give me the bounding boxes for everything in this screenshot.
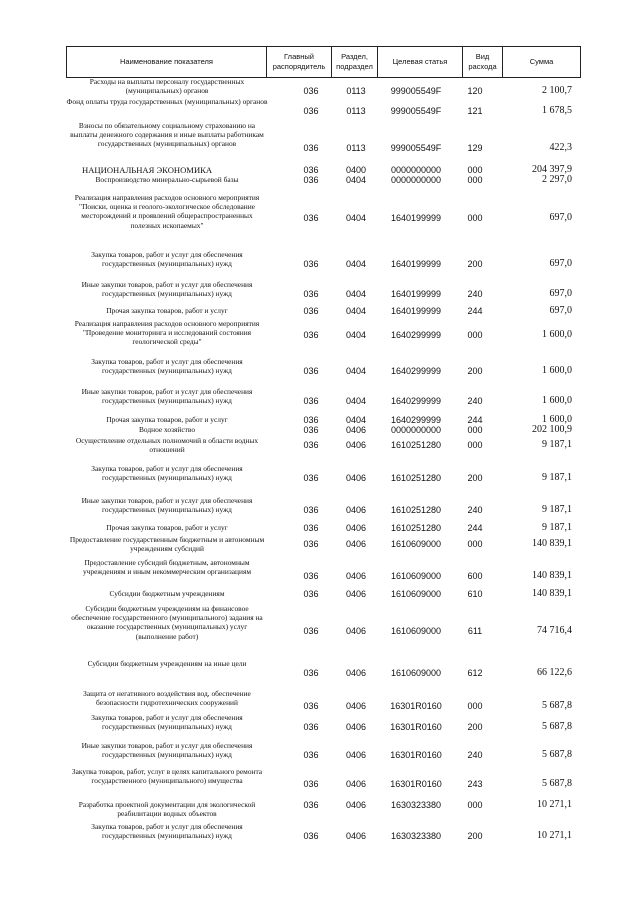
row-razdel: 0406: [345, 473, 367, 483]
row-razdel: 0406: [345, 831, 367, 841]
row-name: Прочая закупка товаров, работ и услуг: [106, 306, 228, 315]
row-vr: 240: [467, 396, 483, 406]
header-vr: Вид расхода: [463, 47, 503, 78]
row-sum: 1 600,0: [542, 414, 572, 425]
row-sum: 2 100,7: [542, 85, 572, 96]
row-cs: 0000000000: [390, 425, 442, 435]
row-name: Прочая закупка товаров, работ и услуг: [106, 523, 228, 532]
row-razdel: 0406: [345, 440, 367, 450]
row-razdel: 0406: [345, 505, 367, 515]
row-cs: 1610609000: [390, 668, 442, 678]
row-grbs: 036: [303, 505, 319, 515]
header-razdel: Раздел, подраздел: [332, 47, 378, 78]
row-sum: 140 839,1: [532, 588, 572, 599]
row-razdel: 0406: [345, 668, 367, 678]
row-cs: 0000000000: [390, 165, 442, 175]
row-name: Реализация направления расходов основного мероприятия "Проведение мониторинга и исследований состояния геологической среды": [74, 319, 260, 347]
row-vr: 200: [467, 259, 483, 269]
row-grbs: 036: [303, 523, 319, 533]
row-cs: 1610609000: [390, 571, 442, 581]
row-cs: 0000000000: [390, 175, 442, 185]
row-cs: 999005549F: [390, 143, 442, 153]
row-grbs: 036: [303, 473, 319, 483]
row-grbs: 036: [303, 722, 319, 732]
row-name: Разработка проектной документации для экологической реабилитации водных объектов: [78, 800, 256, 819]
row-vr: 600: [467, 571, 483, 581]
row-cs: 1610251280: [390, 523, 442, 533]
row-cs: 1630323380: [390, 831, 442, 841]
row-sum: 5 687,8: [542, 700, 572, 711]
row-razdel: 0406: [345, 523, 367, 533]
row-name: Закупка товаров, работ и услуг для обеспечения государственных (муниципальных) нужд: [91, 464, 243, 483]
row-cs: 1610251280: [390, 440, 442, 450]
row-cs: 1610251280: [390, 473, 442, 483]
row-vr: 121: [467, 106, 483, 116]
header-name: Наименование показателя: [67, 47, 267, 78]
row-vr: 200: [467, 722, 483, 732]
row-vr: 610: [467, 589, 483, 599]
row-razdel: 0113: [346, 106, 366, 116]
row-name: Иные закупки товаров, работ и услуг для обеспечения государственных (муниципальных) нужд: [81, 280, 253, 299]
row-razdel: 0406: [345, 800, 367, 810]
table-header: [66, 46, 581, 78]
row-razdel: 0404: [345, 396, 367, 406]
row-grbs: 036: [303, 750, 319, 760]
row-name: Закупка товаров, работ и услуг для обеспечения государственных (муниципальных) нужд: [91, 822, 243, 841]
row-sum: 697,0: [549, 212, 572, 223]
row-razdel: 0404: [345, 175, 367, 185]
row-name: Защита от негативного воздействия вод, обеспечение безопасности гидротехнических сооружений: [83, 689, 251, 708]
row-vr: 000: [467, 539, 483, 549]
row-name: Иные закупки товаров, работ и услуг для обеспечения государственных (муниципальных) нужд: [81, 387, 253, 406]
row-cs: 16301R0160: [390, 750, 442, 760]
row-sum: 74 716,4: [537, 625, 572, 636]
row-grbs: 036: [303, 571, 319, 581]
row-razdel: 0406: [345, 571, 367, 581]
row-razdel: 0406: [345, 425, 367, 435]
row-grbs: 036: [303, 800, 319, 810]
row-name: Иные закупки товаров, работ и услуг для обеспечения государственных (муниципальных) нужд: [81, 496, 253, 515]
row-name: Водное хозяйство: [138, 425, 196, 434]
row-grbs: 036: [303, 366, 319, 376]
row-grbs: 036: [303, 175, 319, 185]
row-vr: 244: [467, 306, 483, 316]
row-sum: 204 397,9: [532, 164, 572, 175]
row-name: Иные закупки товаров, работ и услуг для обеспечения государственных (муниципальных) нужд: [81, 741, 253, 760]
row-cs: 1610251280: [390, 505, 442, 515]
row-razdel: 0404: [345, 289, 367, 299]
row-grbs: 036: [303, 106, 319, 116]
row-sum: 66 122,6: [537, 667, 572, 678]
row-sum: 1 600,0: [542, 329, 572, 340]
row-grbs: 036: [303, 289, 319, 299]
row-sum: 140 839,1: [532, 570, 572, 581]
row-vr: 612: [467, 668, 483, 678]
row-name: Предоставление государственным бюджетным и автономным учреждениям субсидий: [69, 535, 265, 554]
header-cs: Целевая статья: [378, 47, 463, 78]
row-cs: 1640299999: [390, 330, 442, 340]
row-sum: 9 187,1: [542, 504, 572, 515]
row-sum: 9 187,1: [542, 522, 572, 533]
row-grbs: 036: [303, 86, 319, 96]
row-sum: 1 678,5: [542, 105, 572, 116]
row-vr: 000: [467, 440, 483, 450]
row-name: Предоставление субсидий бюджетным, автономным учреждениям и иным некоммерческим организациям: [82, 558, 252, 577]
row-razdel: 0404: [345, 330, 367, 340]
row-cs: 1640199999: [390, 213, 442, 223]
row-grbs: 036: [303, 779, 319, 789]
row-cs: 1640199999: [390, 289, 442, 299]
row-grbs: 036: [303, 626, 319, 636]
row-cs: 1640299999: [390, 415, 442, 425]
row-cs: 1640299999: [390, 396, 442, 406]
row-razdel: 0113: [346, 86, 366, 96]
row-cs: 999005549F: [390, 106, 442, 116]
row-vr: 240: [467, 750, 483, 760]
row-name: Воспроизводство минерально-сырьевой базы: [95, 175, 239, 184]
row-cs: 16301R0160: [390, 722, 442, 732]
row-razdel: 0400: [345, 165, 367, 175]
row-name: Субсидии бюджетным учреждениям на иные цели: [87, 659, 247, 668]
row-name: Прочая закупка товаров, работ и услуг: [106, 415, 228, 424]
row-cs: 1640199999: [390, 259, 442, 269]
header-grbs: Главный распорядитель: [267, 47, 332, 78]
row-cs: 1640199999: [390, 306, 442, 316]
row-grbs: 036: [303, 440, 319, 450]
row-sum: 1 600,0: [542, 395, 572, 406]
row-vr: 244: [467, 415, 483, 425]
row-sum: 202 100,9: [532, 424, 572, 435]
row-vr: 120: [467, 86, 483, 96]
row-cs: 1640299999: [390, 366, 442, 376]
row-sum: 10 271,1: [537, 830, 572, 841]
row-vr: 000: [467, 800, 483, 810]
row-vr: 000: [467, 701, 483, 711]
row-name: Фонд оплаты труда государственных (муниципальных) органов: [66, 97, 268, 106]
row-grbs: 036: [303, 415, 319, 425]
row-name: Субсидии бюджетным учреждениям на финансовое обеспечение государственного (муниципального) задания на оказание государственных (муниципальных) услуг (выполнение работ): [71, 604, 263, 641]
row-name: НАЦИОНАЛЬНАЯ ЭКОНОМИКА: [82, 165, 213, 175]
row-grbs: 036: [303, 831, 319, 841]
row-name: Закупка товаров, работ и услуг для обеспечения государственных (муниципальных) нужд: [91, 250, 243, 269]
row-name: Реализация направления расходов основного мероприятия "Поиски, оценка и геолого-экологическое обследование месторождений и проявлений общераспространенных полезных ископаемых": [74, 193, 260, 230]
row-sum: 697,0: [549, 258, 572, 269]
row-grbs: 036: [303, 589, 319, 599]
row-razdel: 0406: [345, 539, 367, 549]
row-cs: 1610609000: [390, 626, 442, 636]
row-razdel: 0406: [345, 626, 367, 636]
row-sum: 9 187,1: [542, 439, 572, 450]
row-grbs: 036: [303, 396, 319, 406]
row-razdel: 0404: [345, 213, 367, 223]
row-sum: 5 687,8: [542, 749, 572, 760]
row-cs: 1610609000: [390, 589, 442, 599]
row-sum: 697,0: [549, 305, 572, 316]
row-grbs: 036: [303, 306, 319, 316]
row-vr: 611: [467, 626, 483, 636]
row-sum: 2 297,0: [542, 174, 572, 185]
row-vr: 000: [467, 213, 483, 223]
row-grbs: 036: [303, 425, 319, 435]
row-name: Взносы по обязательному социальному страхованию на выплаты денежного содержания и иные выплаты работникам государственных (муниципальных) органов: [70, 121, 264, 149]
row-name: Расходы на выплаты персоналу государственных (муниципальных) органов: [89, 77, 245, 96]
row-razdel: 0406: [345, 722, 367, 732]
row-vr: 243: [467, 779, 483, 789]
row-cs: 1630323380: [390, 800, 442, 810]
row-name: Закупка товаров, работ и услуг для обеспечения государственных (муниципальных) нужд: [91, 357, 243, 376]
row-vr: 000: [467, 165, 483, 175]
row-vr: 244: [467, 523, 483, 533]
row-grbs: 036: [303, 213, 319, 223]
row-cs: 1610609000: [390, 539, 442, 549]
row-vr: 240: [467, 505, 483, 515]
row-sum: 697,0: [549, 288, 572, 299]
row-vr: 200: [467, 473, 483, 483]
row-cs: 16301R0160: [390, 779, 442, 789]
row-vr: 200: [467, 831, 483, 841]
row-grbs: 036: [303, 701, 319, 711]
row-grbs: 036: [303, 165, 319, 175]
row-vr: 000: [467, 425, 483, 435]
row-cs: 16301R0160: [390, 701, 442, 711]
row-vr: 129: [467, 143, 483, 153]
row-name: Закупка товаров, работ, услуг в целях капитального ремонта государственного (муниципального) имущества: [71, 767, 263, 786]
row-razdel: 0406: [345, 750, 367, 760]
row-name: Закупка товаров, работ и услуг для обеспечения государственных (муниципальных) нужд: [91, 713, 243, 732]
row-razdel: 0113: [346, 143, 366, 153]
row-grbs: 036: [303, 330, 319, 340]
row-vr: 240: [467, 289, 483, 299]
row-razdel: 0406: [345, 589, 367, 599]
row-razdel: 0404: [345, 259, 367, 269]
row-razdel: 0404: [345, 306, 367, 316]
row-sum: 422,3: [549, 142, 572, 153]
row-grbs: 036: [303, 143, 319, 153]
row-cs: 999005549F: [390, 86, 442, 96]
row-grbs: 036: [303, 668, 319, 678]
row-grbs: 036: [303, 539, 319, 549]
header-sum: Сумма: [503, 47, 581, 78]
row-sum: 10 271,1: [537, 799, 572, 810]
row-razdel: 0406: [345, 701, 367, 711]
row-vr: 000: [467, 175, 483, 185]
row-sum: 140 839,1: [532, 538, 572, 549]
row-razdel: 0404: [345, 366, 367, 376]
row-name: Осуществление отдельных полномочий в области водных отношений: [75, 436, 259, 455]
row-sum: 5 687,8: [542, 721, 572, 732]
row-vr: 000: [467, 330, 483, 340]
row-name: Субсидии бюджетным учреждениям: [109, 589, 225, 598]
row-razdel: 0404: [345, 415, 367, 425]
row-sum: 9 187,1: [542, 472, 572, 483]
row-sum: 1 600,0: [542, 365, 572, 376]
row-vr: 200: [467, 366, 483, 376]
row-grbs: 036: [303, 259, 319, 269]
row-sum: 5 687,8: [542, 778, 572, 789]
row-razdel: 0406: [345, 779, 367, 789]
